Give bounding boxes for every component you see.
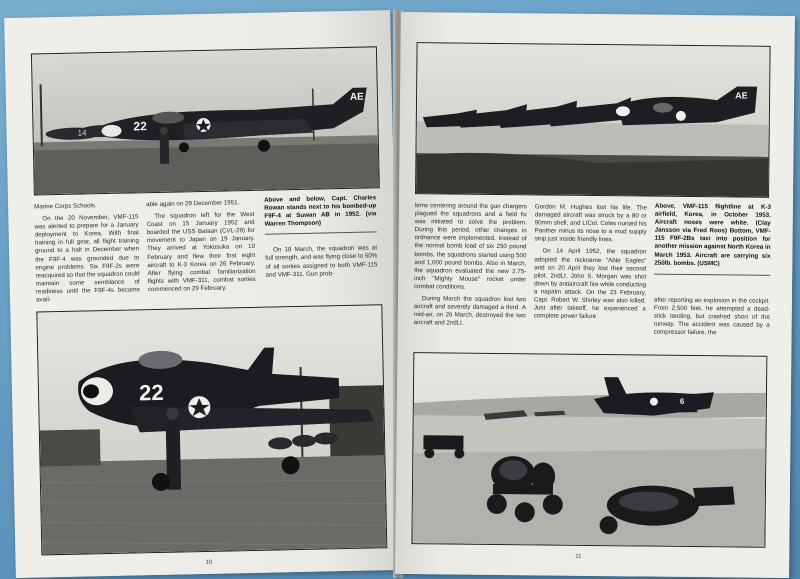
paragraph: Gordon M. Hughes lost his life. The damaged aircraft was struck by a 80 or 90mm shell, and LtCol. Coles nursed his Panther minus its nose to a mud supply strip just inside friendly lines.: [534, 203, 647, 244]
paragraph: after reporting an explosion in the cockpit. From 2,500 feet, he attempted a dead-stick landing, but crashed short of the runway. The accident was caused by a compressor failure, the: [653, 296, 770, 337]
paragraph: able again on 29 December 1951.: [146, 199, 240, 209]
mark-14: 14: [77, 128, 87, 138]
paragraph: The squadron left for the West Coast on 15 January 1952 and boarded the USS Bataan (CVL-29) for movement to Japan on 19 January. They arrived at Yokosuka on 10 February and flew their first eight aircraft to K-3 Korea on 26 February. After flying combat familiarization flights with VMF-311, combat sorties commenced on 29 February.: [146, 211, 256, 294]
paragraph: During March the squadron lost two aircraft and severely damaged a third. A mid-air, on 26 March, destroyed the two aircraft and 2ndLt.: [413, 295, 526, 327]
photo-caption: Above and below, Capt. Charles Rowan stands next to his bombed-up F9F-4 at Suwan AB in 1952. (via Warren Thompson): [263, 194, 377, 228]
divider: [654, 273, 770, 275]
page-number: 10: [205, 559, 213, 567]
mark-22: 22: [133, 119, 147, 134]
page-number: 11: [575, 553, 582, 560]
taxiing-panthers-photo: [412, 353, 766, 547]
photo-caption: Above, VMF-115 flightline at K-3 airfield, Korea, in October 1953. Aircraft noses were white. (Clay Jansson via Fred Roos) Bottom, VMF-115 F9F-2Bs taxi into position for another mission against North Korea in March 1953. Aircraft are carrying six 250lb. bombs. (USMC): [654, 202, 771, 267]
left-col-2: [146, 199, 256, 294]
divider: [265, 232, 377, 235]
paragraph: lems centering around the gun chargers plagued the squadrons and a field fix was initiated to solve the problem. During this period, other changes in ordnance were implemented. Instead of the normal bomb load of six 250 pound bombs, the squadrons started using 500 and 1,000 pound bombs. Also in March, the squadron evaluated the new 2.75-inch "Mighty Mouse" rocket under combat conditions.: [414, 202, 527, 291]
parked-panthers-photo: [32, 47, 379, 194]
left-page: [4, 10, 402, 578]
paragraph: Marine Corps Schools.: [34, 202, 97, 211]
top-right-photo: [415, 42, 771, 198]
top-left-photo: [31, 46, 380, 195]
right-page: [395, 12, 795, 578]
left-col-3: [264, 194, 378, 279]
right-col-1: [414, 202, 527, 329]
flightline-photo: [416, 43, 770, 197]
mark-6: 6: [679, 396, 685, 406]
right-col-2: [534, 203, 647, 321]
mark-22-large: 22: [138, 379, 164, 406]
bottom-left-photo: [36, 304, 387, 555]
mark-ae: AE: [349, 91, 364, 103]
right-col-3: [654, 203, 771, 338]
bottom-right-photo: [411, 352, 767, 548]
mark-ae-right: AE: [735, 90, 748, 101]
paragraph: On 18 March, the squadron was at full strength, and was flying close to 50% of all sorties assigned to both VMF-115 and VMF-311. Gun prob-: [265, 244, 378, 279]
paragraph: On the 20 November, VMF-115 was alerted to prepare for a January deployment to Korea. With final training in full gear, all flight training ground to a halt in December when the F9F-4 was grounded due to engine problems. Six F9F-2s were reacquired so that the squadron could maintain some semblance of readiness until the F9F-4s became avail-: [34, 213, 140, 304]
paragraph: On 14 April 1952, the squadron adopted the nickname "Able Eagles" and on 20 April they lost their second pilot. 2ndLt. John S. Morgan was shot down by antiaircraft fire while conducting a napalm attack. On the 23 February, Capt. Robert W. Shirley was also killed. Just after takeoff, he experienced a complete power failure: [533, 247, 647, 321]
left-col-1: [34, 201, 140, 304]
pilot-with-panther-photo: [37, 305, 386, 554]
